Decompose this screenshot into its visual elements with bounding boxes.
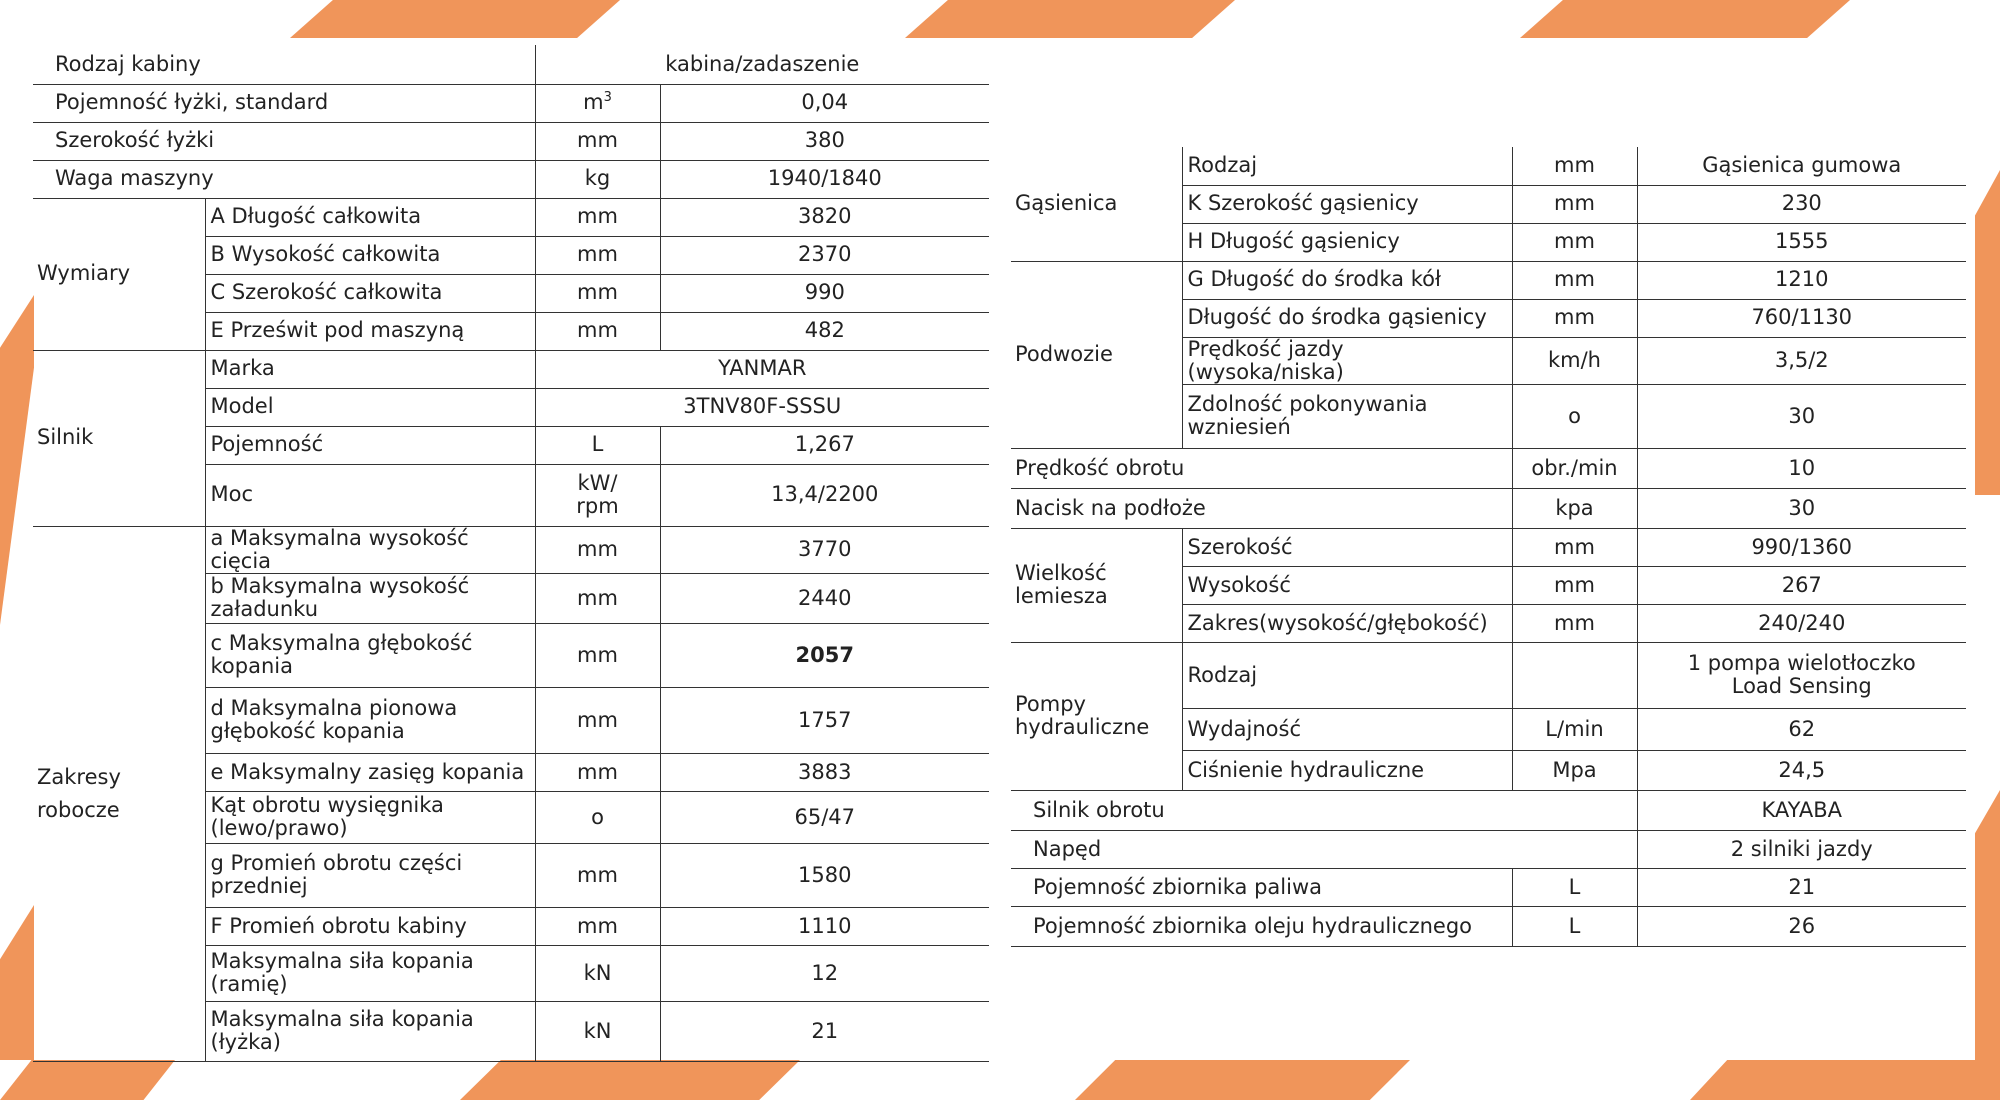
row-label: E Prześwit pod maszyną bbox=[205, 312, 535, 350]
row-label: Szerokość bbox=[1182, 528, 1512, 566]
row-unit: o bbox=[535, 791, 660, 843]
row-unit: $m^3$ bbox=[535, 84, 660, 122]
row-value: 0,04 bbox=[660, 84, 989, 122]
row-unit: mm bbox=[1512, 261, 1637, 299]
table-row bbox=[1011, 868, 1966, 906]
row-label: C Szerokość całkowita bbox=[205, 274, 535, 312]
row-value: 10 bbox=[1637, 448, 1966, 488]
table-row bbox=[33, 122, 989, 160]
row-unit: mm bbox=[1512, 185, 1637, 223]
decor-triangle-right-1 bbox=[1975, 170, 2000, 495]
row-value: 65/47 bbox=[660, 791, 989, 843]
row-unit: mm bbox=[1512, 147, 1637, 185]
row-value: 2057 bbox=[660, 623, 989, 687]
row-value: KAYABA bbox=[1637, 790, 1966, 830]
row-label: Model bbox=[205, 388, 535, 426]
row-label: g Promień obrotu części przedniej bbox=[205, 843, 535, 907]
row-unit: L bbox=[1512, 868, 1637, 906]
row-unit: mm bbox=[535, 312, 660, 350]
row-unit: mm bbox=[1512, 566, 1637, 604]
row-label: Rodzaj bbox=[1182, 642, 1512, 708]
row-label: K Szerokość gąsienicy bbox=[1182, 185, 1512, 223]
row-label: Rodzaj bbox=[1182, 147, 1512, 185]
row-value: 1580 bbox=[660, 843, 989, 907]
row-unit: mm bbox=[1512, 299, 1637, 337]
row-label: Moc bbox=[205, 464, 535, 526]
row-unit: mm bbox=[535, 198, 660, 236]
row-label: Marka bbox=[205, 350, 535, 388]
row-value: 1940/1840 bbox=[660, 160, 989, 198]
row-value: 1 pompa wielotłoczko Load Sensing bbox=[1637, 642, 1966, 708]
row-value: 3883 bbox=[660, 753, 989, 791]
row-value: 13,4/2200 bbox=[660, 464, 989, 526]
row-label: c Maksymalna głębokość kopania bbox=[205, 623, 535, 687]
row-value: 760/1130 bbox=[1637, 299, 1966, 337]
row-value: 62 bbox=[1637, 708, 1966, 750]
group-label-hydraulic-pumps: Pompy hydrauliczne bbox=[1011, 642, 1182, 790]
row-unit: L bbox=[1512, 906, 1637, 946]
row-label: Wysokość bbox=[1182, 566, 1512, 604]
decor-stripe-top-3 bbox=[1520, 0, 1850, 38]
row-value: 12 bbox=[660, 945, 989, 1001]
row-unit: L/min bbox=[1512, 708, 1637, 750]
row-label: d Maksymalna pionowa głębokość kopania bbox=[205, 687, 535, 753]
row-value: 990/1360 bbox=[1637, 528, 1966, 566]
row-unit: mm bbox=[535, 687, 660, 753]
table-row bbox=[33, 160, 989, 198]
row-unit: mm bbox=[1512, 223, 1637, 261]
row-unit: mm bbox=[535, 236, 660, 274]
row-label: Szerokość łyżki bbox=[33, 122, 535, 160]
row-label: Długość do środka gąsienicy bbox=[1182, 299, 1512, 337]
row-label: Rodzaj kabiny bbox=[33, 45, 535, 84]
row-label: G Długość do środka kół bbox=[1182, 261, 1512, 299]
row-label: Pojemność łyżki, standard bbox=[33, 84, 535, 122]
row-value: kabina/zadaszenie bbox=[535, 45, 989, 84]
row-label: Wydajność bbox=[1182, 708, 1512, 750]
row-unit: kW/ rpm bbox=[535, 464, 660, 526]
row-label: Maksymalna siła kopania (ramię) bbox=[205, 945, 535, 1001]
row-value: 240/240 bbox=[1637, 604, 1966, 642]
row-value: 2370 bbox=[660, 236, 989, 274]
row-value: 230 bbox=[1637, 185, 1966, 223]
row-label: Zakres(wysokość/głębokość) bbox=[1182, 604, 1512, 642]
row-value: 26 bbox=[1637, 906, 1966, 946]
row-label: Kąt obrotu wysięgnika (lewo/prawo) bbox=[205, 791, 535, 843]
row-label: Silnik obrotu bbox=[1011, 790, 1637, 830]
table-row bbox=[1011, 830, 1966, 868]
group-label-undercarriage: Podwozie bbox=[1011, 261, 1182, 448]
row-unit: mm bbox=[535, 843, 660, 907]
group-label-working-ranges: Zakresy robocze bbox=[33, 526, 205, 1061]
row-value: 482 bbox=[660, 312, 989, 350]
row-label: Nacisk na podłoże bbox=[1011, 488, 1512, 528]
decor-triangle-right-2 bbox=[1975, 790, 2000, 1060]
row-label: Prędkość obrotu bbox=[1011, 448, 1512, 488]
row-value: 1,267 bbox=[660, 426, 989, 464]
row-value: 2440 bbox=[660, 573, 989, 623]
row-value: YANMAR bbox=[535, 350, 989, 388]
row-value: 3,5/2 bbox=[1637, 337, 1966, 384]
row-value: 267 bbox=[1637, 566, 1966, 604]
row-unit: mm bbox=[1512, 604, 1637, 642]
table-row bbox=[33, 198, 989, 236]
decor-stripe-top-2 bbox=[905, 0, 1235, 38]
row-unit: mm bbox=[535, 274, 660, 312]
table-row bbox=[33, 84, 989, 122]
row-unit: mm bbox=[535, 623, 660, 687]
table-row bbox=[33, 45, 989, 84]
row-label: A Długość całkowita bbox=[205, 198, 535, 236]
row-value: 990 bbox=[660, 274, 989, 312]
row-value: 1757 bbox=[660, 687, 989, 753]
decor-stripe-top-1 bbox=[290, 0, 620, 38]
decor-triangle-left-1 bbox=[0, 295, 34, 625]
row-unit: mm bbox=[535, 573, 660, 623]
table-row bbox=[1011, 906, 1966, 946]
row-label: a Maksymalna wysokość cięcia bbox=[205, 526, 535, 573]
group-label-track: Gąsienica bbox=[1011, 147, 1182, 261]
table-row bbox=[1011, 790, 1966, 830]
table-row bbox=[33, 350, 989, 388]
row-unit: Mpa bbox=[1512, 750, 1637, 790]
table-row bbox=[1011, 488, 1966, 528]
row-unit: mm bbox=[535, 907, 660, 945]
row-label: Maksymalna siła kopania (łyżka) bbox=[205, 1001, 535, 1061]
decor-stripe-bottom-2 bbox=[460, 1060, 800, 1100]
row-value: 1210 bbox=[1637, 261, 1966, 299]
row-label: Waga maszyny bbox=[33, 160, 535, 198]
row-value: 3770 bbox=[660, 526, 989, 573]
row-unit: mm bbox=[535, 526, 660, 573]
row-value: 380 bbox=[660, 122, 989, 160]
row-label: B Wysokość całkowita bbox=[205, 236, 535, 274]
row-value: 1110 bbox=[660, 907, 989, 945]
row-label: e Maksymalny zasięg kopania bbox=[205, 753, 535, 791]
row-unit bbox=[1512, 642, 1637, 708]
table-row bbox=[1011, 147, 1966, 185]
row-unit: mm bbox=[535, 753, 660, 791]
row-label: Pojemność zbiornika paliwa bbox=[1011, 868, 1512, 906]
row-label: F Promień obrotu kabiny bbox=[205, 907, 535, 945]
row-label: Pojemność zbiornika oleju hydraulicznego bbox=[1011, 906, 1512, 946]
row-value: 30 bbox=[1637, 488, 1966, 528]
row-unit: mm bbox=[1512, 528, 1637, 566]
row-unit: L bbox=[535, 426, 660, 464]
table-row bbox=[1011, 642, 1966, 708]
row-value: 24,5 bbox=[1637, 750, 1966, 790]
specs-table-left bbox=[33, 45, 989, 1062]
table-row bbox=[33, 526, 989, 573]
row-value: 30 bbox=[1637, 384, 1966, 448]
group-label-blade: Wielkość lemiesza bbox=[1011, 528, 1182, 642]
row-label: H Długość gąsienicy bbox=[1182, 223, 1512, 261]
row-unit: kg bbox=[535, 160, 660, 198]
decor-stripe-bottom-3 bbox=[1075, 1060, 1410, 1100]
row-value: 3TNV80F-SSSU bbox=[535, 388, 989, 426]
row-unit: mm bbox=[535, 122, 660, 160]
row-value: 2 silniki jazdy bbox=[1637, 830, 1966, 868]
row-unit: kN bbox=[535, 945, 660, 1001]
row-label: Pojemność bbox=[205, 426, 535, 464]
row-value: 21 bbox=[1637, 868, 1966, 906]
row-unit: kpa bbox=[1512, 488, 1637, 528]
decor-stripe-bottom-1 bbox=[0, 1060, 175, 1100]
row-value: 1555 bbox=[1637, 223, 1966, 261]
table-row bbox=[1011, 261, 1966, 299]
row-unit: km/h bbox=[1512, 337, 1637, 384]
row-unit: kN bbox=[535, 1001, 660, 1061]
row-label: Zdolność pokonywania wzniesień bbox=[1182, 384, 1512, 448]
decor-stripe-bottom-4 bbox=[1690, 1060, 2000, 1100]
specs-table-right bbox=[1011, 147, 1966, 947]
row-label: Ciśnienie hydrauliczne bbox=[1182, 750, 1512, 790]
row-label: Napęd bbox=[1011, 830, 1637, 868]
row-label: b Maksymalna wysokość załadunku bbox=[205, 573, 535, 623]
row-unit: o bbox=[1512, 384, 1637, 448]
group-label-engine: Silnik bbox=[33, 350, 205, 526]
decor-triangle-left-2 bbox=[0, 905, 34, 1060]
group-label-dimensions: Wymiary bbox=[33, 198, 205, 350]
table-row bbox=[1011, 528, 1966, 566]
row-value: 3820 bbox=[660, 198, 989, 236]
table-row bbox=[1011, 448, 1966, 488]
row-unit: obr./min bbox=[1512, 448, 1637, 488]
row-value: 21 bbox=[660, 1001, 989, 1061]
row-label: Prędkość jazdy (wysoka/niska) bbox=[1182, 337, 1512, 384]
row-value: Gąsienica gumowa bbox=[1637, 147, 1966, 185]
